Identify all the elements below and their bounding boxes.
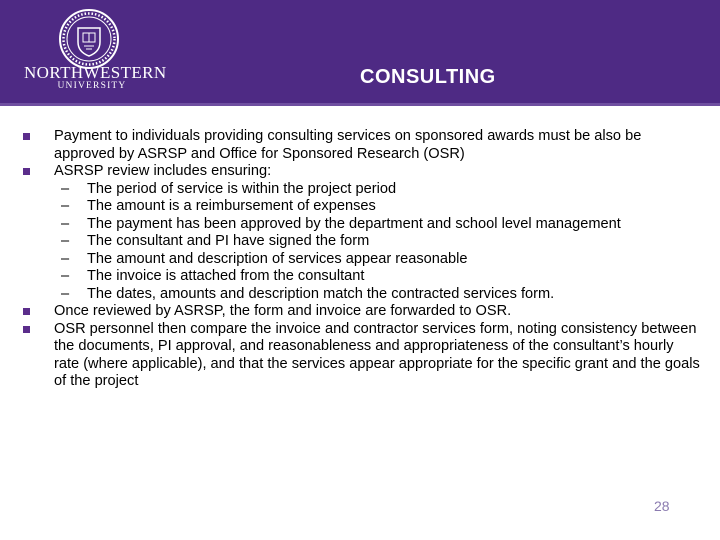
university-subtitle: UNIVERSITY xyxy=(57,81,127,91)
university-seal-icon xyxy=(58,8,120,70)
university-wordmark: NORTHWESTERN xyxy=(24,63,167,82)
sub-bullet-item: – The amount and description of services appear reasonable xyxy=(54,251,702,269)
bullet-list xyxy=(22,128,702,391)
bullet-text: ASRSP review includes ensuring: xyxy=(54,163,272,179)
bullet-text: OSR personnel then compare the invoice and contractor services form, noting consistency between the documents, PI approval, and reasonableness and appropriateness of the consultant’s hourly rate (where applicable), and that the services appear appropriate for the specific grant and the goals of the project xyxy=(54,320,700,389)
sub-bullet-item: – The invoice is attached from the consultant xyxy=(54,268,702,286)
banner-divider xyxy=(0,103,720,106)
sub-bullet-item: – The period of service is within the project period xyxy=(54,181,702,199)
slide-body xyxy=(22,128,702,391)
bullet-item xyxy=(22,303,702,321)
sub-bullet-item: – The consultant and PI have signed the form xyxy=(54,233,702,251)
bullet-item xyxy=(22,163,702,303)
sub-bullet-item: – The amount is a reimbursement of expenses xyxy=(54,198,702,216)
bullet-item xyxy=(22,128,702,163)
sub-bullet-item: – The payment has been approved by the department and school level management xyxy=(54,216,702,234)
sub-bullet-item: – The dates, amounts and description match the contracted services form. xyxy=(54,286,702,304)
bullet-text: Once reviewed by ASRSP, the form and invoice are forwarded to OSR. xyxy=(54,303,512,319)
header-banner xyxy=(0,0,720,103)
slide-title: CONSULTING xyxy=(360,66,496,88)
sub-bullet-list xyxy=(54,181,702,304)
page-number: 28 xyxy=(654,498,670,514)
bullet-item xyxy=(22,321,702,391)
bullet-text: Payment to individuals providing consulting services on sponsored awards must be also be approved by ASRSP and Office for Sponsored Research (OSR) xyxy=(54,128,642,162)
